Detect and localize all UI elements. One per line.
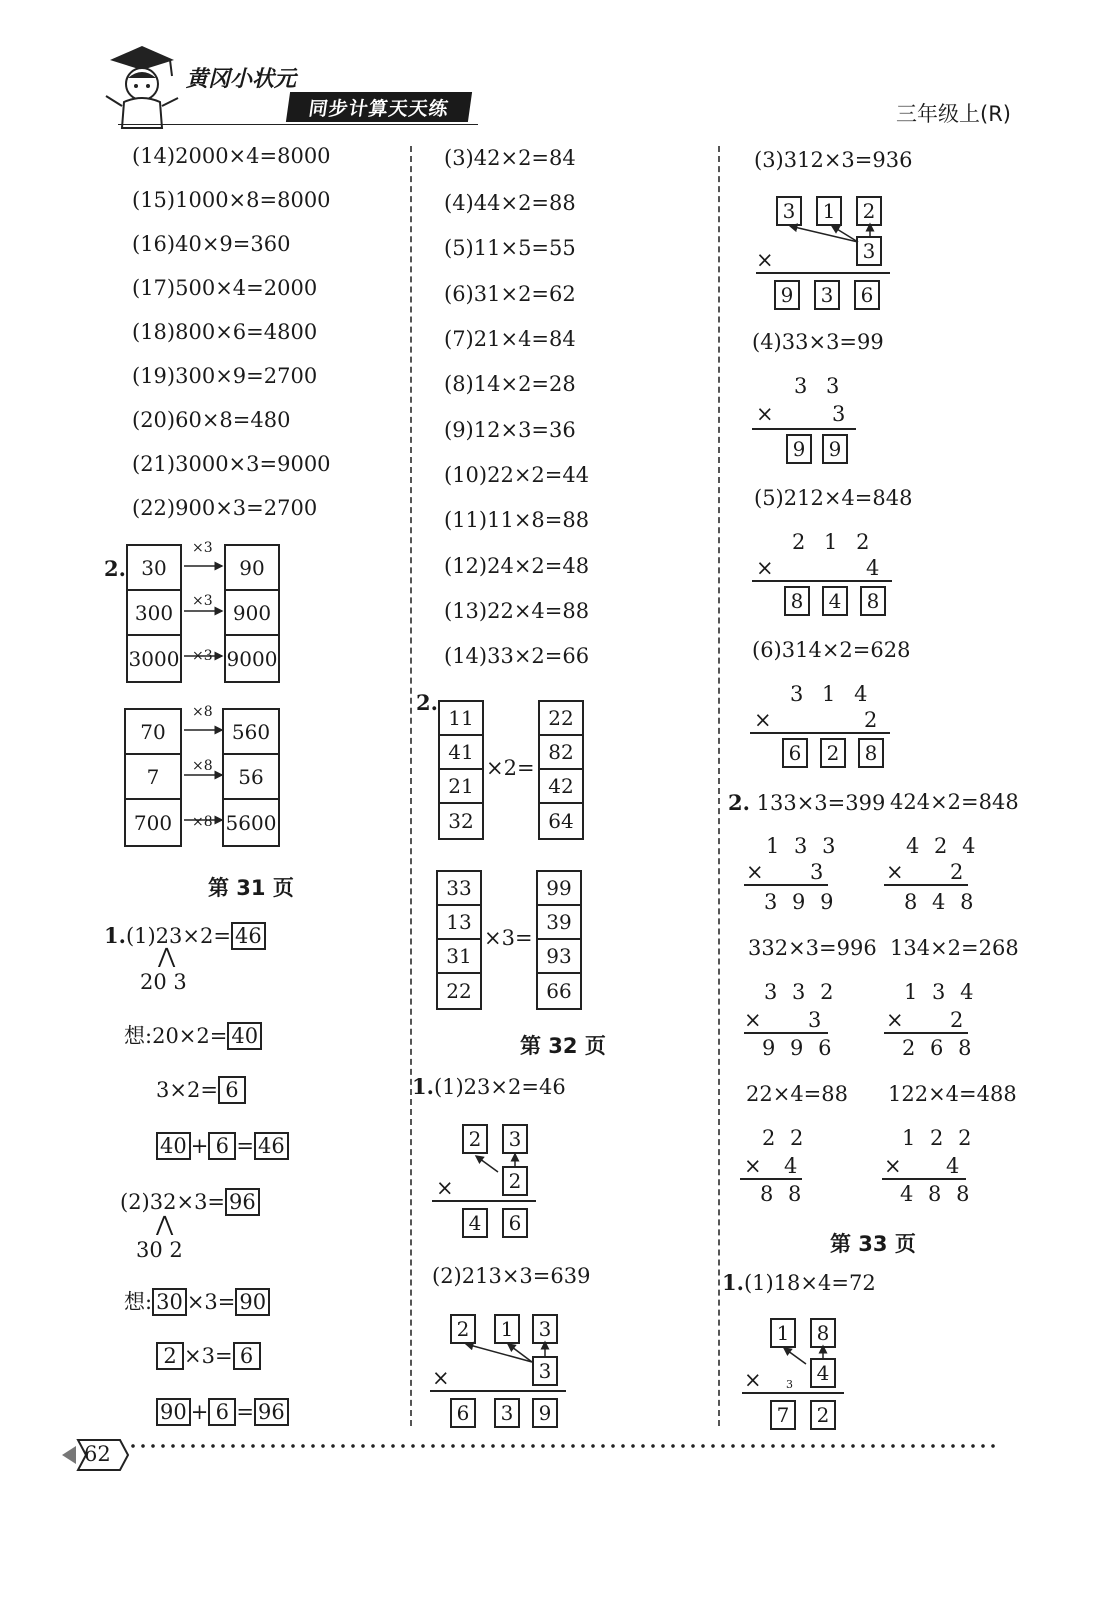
rule-line xyxy=(756,272,890,274)
think-label: 想: xyxy=(124,1024,153,1048)
equation: (5)11×5=55 xyxy=(444,236,576,260)
equation: (1)23×2=46 xyxy=(433,1075,566,1099)
cell: 39 xyxy=(538,906,580,940)
times-sign: × xyxy=(432,1366,450,1390)
split-caret: ⋀ xyxy=(158,944,176,968)
answer-box: 30 xyxy=(152,1288,187,1316)
equation: (18)800×6=4800 xyxy=(132,320,318,344)
question-number: 1. xyxy=(104,923,126,948)
page-number: 62 xyxy=(84,1442,111,1466)
rule-line xyxy=(740,1178,802,1180)
digit-box: 3 xyxy=(814,280,840,310)
digit-box: 9 xyxy=(774,280,800,310)
rule-line xyxy=(882,1178,966,1180)
times-sign: × xyxy=(884,1154,902,1178)
mascot-icon xyxy=(100,42,182,130)
digit-box: 8 xyxy=(810,1318,836,1348)
digit-box: 1 xyxy=(816,196,842,226)
question-number: 2. xyxy=(728,790,750,815)
step: ×3= xyxy=(184,1344,233,1368)
answer-box: 90 xyxy=(235,1288,270,1316)
equation: (1)18×4=72 xyxy=(743,1271,876,1295)
cell: 700 xyxy=(133,810,173,835)
equation: (13)22×4=88 xyxy=(444,599,590,623)
equation: (8)14×2=28 xyxy=(444,372,576,396)
digit-box: 3 xyxy=(502,1124,528,1154)
equation: 134×2=268 xyxy=(890,936,1019,960)
cell: 13 xyxy=(438,906,480,940)
equation: (3)312×3=936 xyxy=(754,148,913,172)
operator-label: ×8 xyxy=(192,758,213,774)
digit-box: 3 xyxy=(856,236,882,266)
equation: (14)33×2=66 xyxy=(444,644,590,668)
digit-box: 4 xyxy=(462,1208,488,1238)
cell: 33 xyxy=(438,872,480,906)
answer-box: 6 xyxy=(208,1398,236,1426)
cell: 31 xyxy=(438,940,480,974)
vertical-top: 2 1 2 xyxy=(792,530,876,554)
vertical-result: 2 6 8 xyxy=(902,1036,976,1060)
answer-box: 2 xyxy=(156,1342,184,1370)
times-sign: × xyxy=(436,1176,454,1200)
grade-label: 三年级上(R) xyxy=(896,102,1011,126)
equation: 22×4=88 xyxy=(746,1082,848,1106)
vertical-multiplier: 4 xyxy=(784,1154,798,1178)
carry-digit: 3 xyxy=(786,1378,793,1391)
vertical-multiplier: 4 xyxy=(866,556,880,580)
digit-box: 6 xyxy=(782,738,808,768)
digit-box: 9 xyxy=(532,1398,558,1428)
equation: (11)11×8=88 xyxy=(444,508,590,532)
digit-box: 2 xyxy=(820,738,846,768)
equation: 424×2=848 xyxy=(890,790,1019,814)
digit-box: 1 xyxy=(770,1318,796,1348)
digit-box: 3 xyxy=(532,1314,558,1344)
answer-box: 6 xyxy=(218,1076,246,1104)
vertical-multiplier: 2 xyxy=(950,1008,964,1032)
step: 20×2= xyxy=(152,1024,228,1048)
cell: 93 xyxy=(538,940,580,974)
brand-logo-text: 黄冈小状元 xyxy=(186,66,297,92)
banner-title: 同步计算天天练 xyxy=(286,92,472,122)
times-sign: × xyxy=(744,1008,762,1032)
dotted-rule xyxy=(128,1444,1000,1448)
equation: (3)42×2=84 xyxy=(444,146,576,170)
digit-box: 4 xyxy=(822,586,848,616)
times-sign: × xyxy=(756,556,774,580)
question-number: 2. xyxy=(416,690,438,715)
vertical-result: 8 8 xyxy=(760,1182,806,1206)
carry-arrows xyxy=(778,1342,828,1372)
rule-line xyxy=(742,1392,844,1394)
digit-box: 9 xyxy=(786,434,812,464)
answer-box: 90 xyxy=(156,1398,191,1426)
equation: (22)900×3=2700 xyxy=(132,496,318,520)
question-number: 1. xyxy=(412,1074,434,1099)
equation: (5)212×4=848 xyxy=(754,486,913,510)
vertical-result: 3 9 9 xyxy=(764,890,838,914)
times-sign: × xyxy=(886,1008,904,1032)
equation: (20)60×8=480 xyxy=(132,408,291,432)
vertical-top: 3 3 xyxy=(794,374,846,398)
answer-box: 6 xyxy=(233,1342,261,1370)
operator-label: ×8 xyxy=(192,814,213,830)
page-heading: 第 33 页 xyxy=(830,1232,916,1256)
equals-sign: = xyxy=(236,1400,254,1424)
cell: 82 xyxy=(540,736,582,770)
vertical-top: 1 2 2 xyxy=(902,1126,976,1150)
digit-box: 4 xyxy=(810,1358,836,1388)
digit-box: 1 xyxy=(494,1314,520,1344)
digit-box: 8 xyxy=(784,586,810,616)
result-table xyxy=(538,700,584,840)
column-divider xyxy=(410,146,412,1426)
equation: (21)3000×3=9000 xyxy=(132,452,331,476)
header-underline xyxy=(118,124,478,125)
times-sign: × xyxy=(744,1154,762,1178)
cell: 90 xyxy=(226,546,278,591)
equation: (19)300×9=2700 xyxy=(132,364,318,388)
equation: (17)500×4=2000 xyxy=(132,276,318,300)
cell: 22 xyxy=(540,702,582,736)
rule-line xyxy=(752,580,892,582)
cell: 3000 xyxy=(128,646,180,671)
cell: 70 xyxy=(126,710,180,755)
equation: 332×3=996 xyxy=(748,936,877,960)
vertical-top: 1 3 3 xyxy=(766,834,840,858)
answer-box: 40 xyxy=(156,1132,191,1160)
rule-line xyxy=(752,428,856,430)
cell: 56 xyxy=(224,755,278,800)
answer-box: 46 xyxy=(254,1132,289,1160)
cell: 41 xyxy=(440,736,482,770)
equation: (2)213×3=639 xyxy=(432,1264,591,1288)
digit-box: 2 xyxy=(462,1124,488,1154)
split-parts: 30 2 xyxy=(136,1238,183,1262)
vertical-top: 1 3 4 xyxy=(904,980,978,1004)
plus-sign: + xyxy=(190,1400,209,1424)
cell: 64 xyxy=(548,809,574,833)
times-sign: × xyxy=(756,248,774,272)
vertical-multiplier: 4 xyxy=(946,1154,960,1178)
step: ×3= xyxy=(186,1290,236,1314)
vertical-multiplier: 3 xyxy=(808,1008,822,1032)
factor-table xyxy=(438,700,484,840)
digit-box: 3 xyxy=(776,196,802,226)
times-sign: × xyxy=(754,708,772,732)
cell: 300 xyxy=(128,591,180,636)
equation: (16)40×9=360 xyxy=(132,232,291,256)
page-heading: 第 31 页 xyxy=(208,876,294,900)
answer-box: 40 xyxy=(227,1022,262,1050)
cell: 30 xyxy=(128,546,180,591)
question-number: 1. xyxy=(722,1270,744,1295)
answer-box: 6 xyxy=(208,1132,236,1160)
vertical-top: 3 3 2 xyxy=(764,980,838,1004)
times-sign: × xyxy=(746,860,764,884)
times-sign: × xyxy=(756,402,774,426)
think-label: 想: xyxy=(124,1290,153,1314)
input-table xyxy=(126,544,182,683)
equation: (2)32×3= xyxy=(120,1190,226,1214)
vertical-result: 9 9 6 xyxy=(762,1036,836,1060)
rule-line xyxy=(884,884,968,886)
equation: (15)1000×8=8000 xyxy=(132,188,331,212)
rule-line xyxy=(430,1390,566,1392)
vertical-result: 4 8 8 xyxy=(900,1182,974,1206)
digit-box: 6 xyxy=(502,1208,528,1238)
split-parts: 20 3 xyxy=(140,970,187,994)
carry-arrows xyxy=(458,1338,552,1370)
equation: (14)2000×4=8000 xyxy=(132,144,331,168)
answer-box: 46 xyxy=(231,922,266,950)
factor-table xyxy=(436,870,482,1010)
split-caret: ⋀ xyxy=(156,1212,174,1236)
operator-label: ×3 xyxy=(192,593,213,609)
vertical-multiplier: 2 xyxy=(950,860,964,884)
question-number: 2. xyxy=(104,556,126,581)
cell: 99 xyxy=(538,872,580,906)
digit-box: 2 xyxy=(450,1314,476,1344)
vertical-top: 2 2 xyxy=(762,1126,808,1150)
cell: 32 xyxy=(448,809,474,833)
output-table xyxy=(222,708,280,847)
operator-label: ×2= xyxy=(486,756,535,780)
rule-line xyxy=(750,732,890,734)
digit-box: 9 xyxy=(822,434,848,464)
equation: (4)44×2=88 xyxy=(444,191,576,215)
equation: (6)314×2=628 xyxy=(752,638,911,662)
equals-sign: = xyxy=(236,1134,254,1158)
times-sign: × xyxy=(744,1368,762,1392)
cell: 560 xyxy=(224,710,278,755)
cell: 9000 xyxy=(226,646,278,671)
cell: 5600 xyxy=(225,810,277,835)
input-table xyxy=(124,708,182,847)
operator-label: ×8 xyxy=(192,704,213,720)
cell: 7 xyxy=(126,755,180,800)
equation: 133×3=399 xyxy=(756,791,886,815)
vertical-multiplier: 3 xyxy=(832,402,846,426)
equation: (7)21×4=84 xyxy=(444,327,576,351)
digit-box: 8 xyxy=(860,586,886,616)
step-operand: 3 xyxy=(156,1078,170,1102)
vertical-top: 4 2 4 xyxy=(906,834,980,858)
digit-box: 8 xyxy=(858,738,884,768)
digit-box: 3 xyxy=(532,1356,558,1386)
cell: 900 xyxy=(226,591,278,636)
equation: (10)22×2=44 xyxy=(444,463,590,487)
answer-box: 96 xyxy=(254,1398,289,1426)
equation: (1)23×2= xyxy=(125,924,231,948)
column-divider xyxy=(718,146,720,1426)
rule-line xyxy=(432,1200,536,1202)
operator-label: ×3 xyxy=(192,540,213,556)
digit-box: 6 xyxy=(450,1398,476,1428)
vertical-multiplier: 3 xyxy=(810,860,824,884)
plus-sign: + xyxy=(190,1134,209,1158)
cell: 42 xyxy=(540,770,582,804)
operator-label: ×3= xyxy=(484,926,533,950)
result-table xyxy=(536,870,582,1010)
cell: 21 xyxy=(440,770,482,804)
vertical-result: 8 4 8 xyxy=(904,890,978,914)
carry-arrows xyxy=(782,220,878,250)
cell: 22 xyxy=(446,979,472,1003)
operator-label: ×3 xyxy=(192,648,213,664)
cell: 66 xyxy=(546,979,572,1003)
equation: (4)33×3=99 xyxy=(752,330,884,354)
carry-arrows xyxy=(470,1150,520,1180)
times-sign: × xyxy=(886,860,904,884)
digit-box: 7 xyxy=(770,1400,796,1430)
digit-box: 2 xyxy=(810,1400,836,1430)
output-table xyxy=(224,544,280,683)
digit-box: 3 xyxy=(494,1398,520,1428)
equation: 122×4=488 xyxy=(888,1082,1017,1106)
rule-line xyxy=(884,1032,968,1034)
answer-box: 96 xyxy=(225,1188,260,1216)
rule-line xyxy=(744,884,828,886)
cell: 11 xyxy=(440,702,482,736)
digit-box: 6 xyxy=(854,280,880,310)
step: ×2= xyxy=(169,1078,218,1102)
digit-box: 2 xyxy=(502,1166,528,1196)
rule-line xyxy=(744,1032,828,1034)
equation: (12)24×2=48 xyxy=(444,554,590,578)
vertical-top: 3 1 4 xyxy=(790,682,874,706)
equation: (6)31×2=62 xyxy=(444,282,576,306)
vertical-multiplier: 2 xyxy=(864,708,878,732)
page-heading: 第 32 页 xyxy=(520,1034,606,1058)
digit-box: 2 xyxy=(856,196,882,226)
equation: (9)12×3=36 xyxy=(444,418,576,442)
